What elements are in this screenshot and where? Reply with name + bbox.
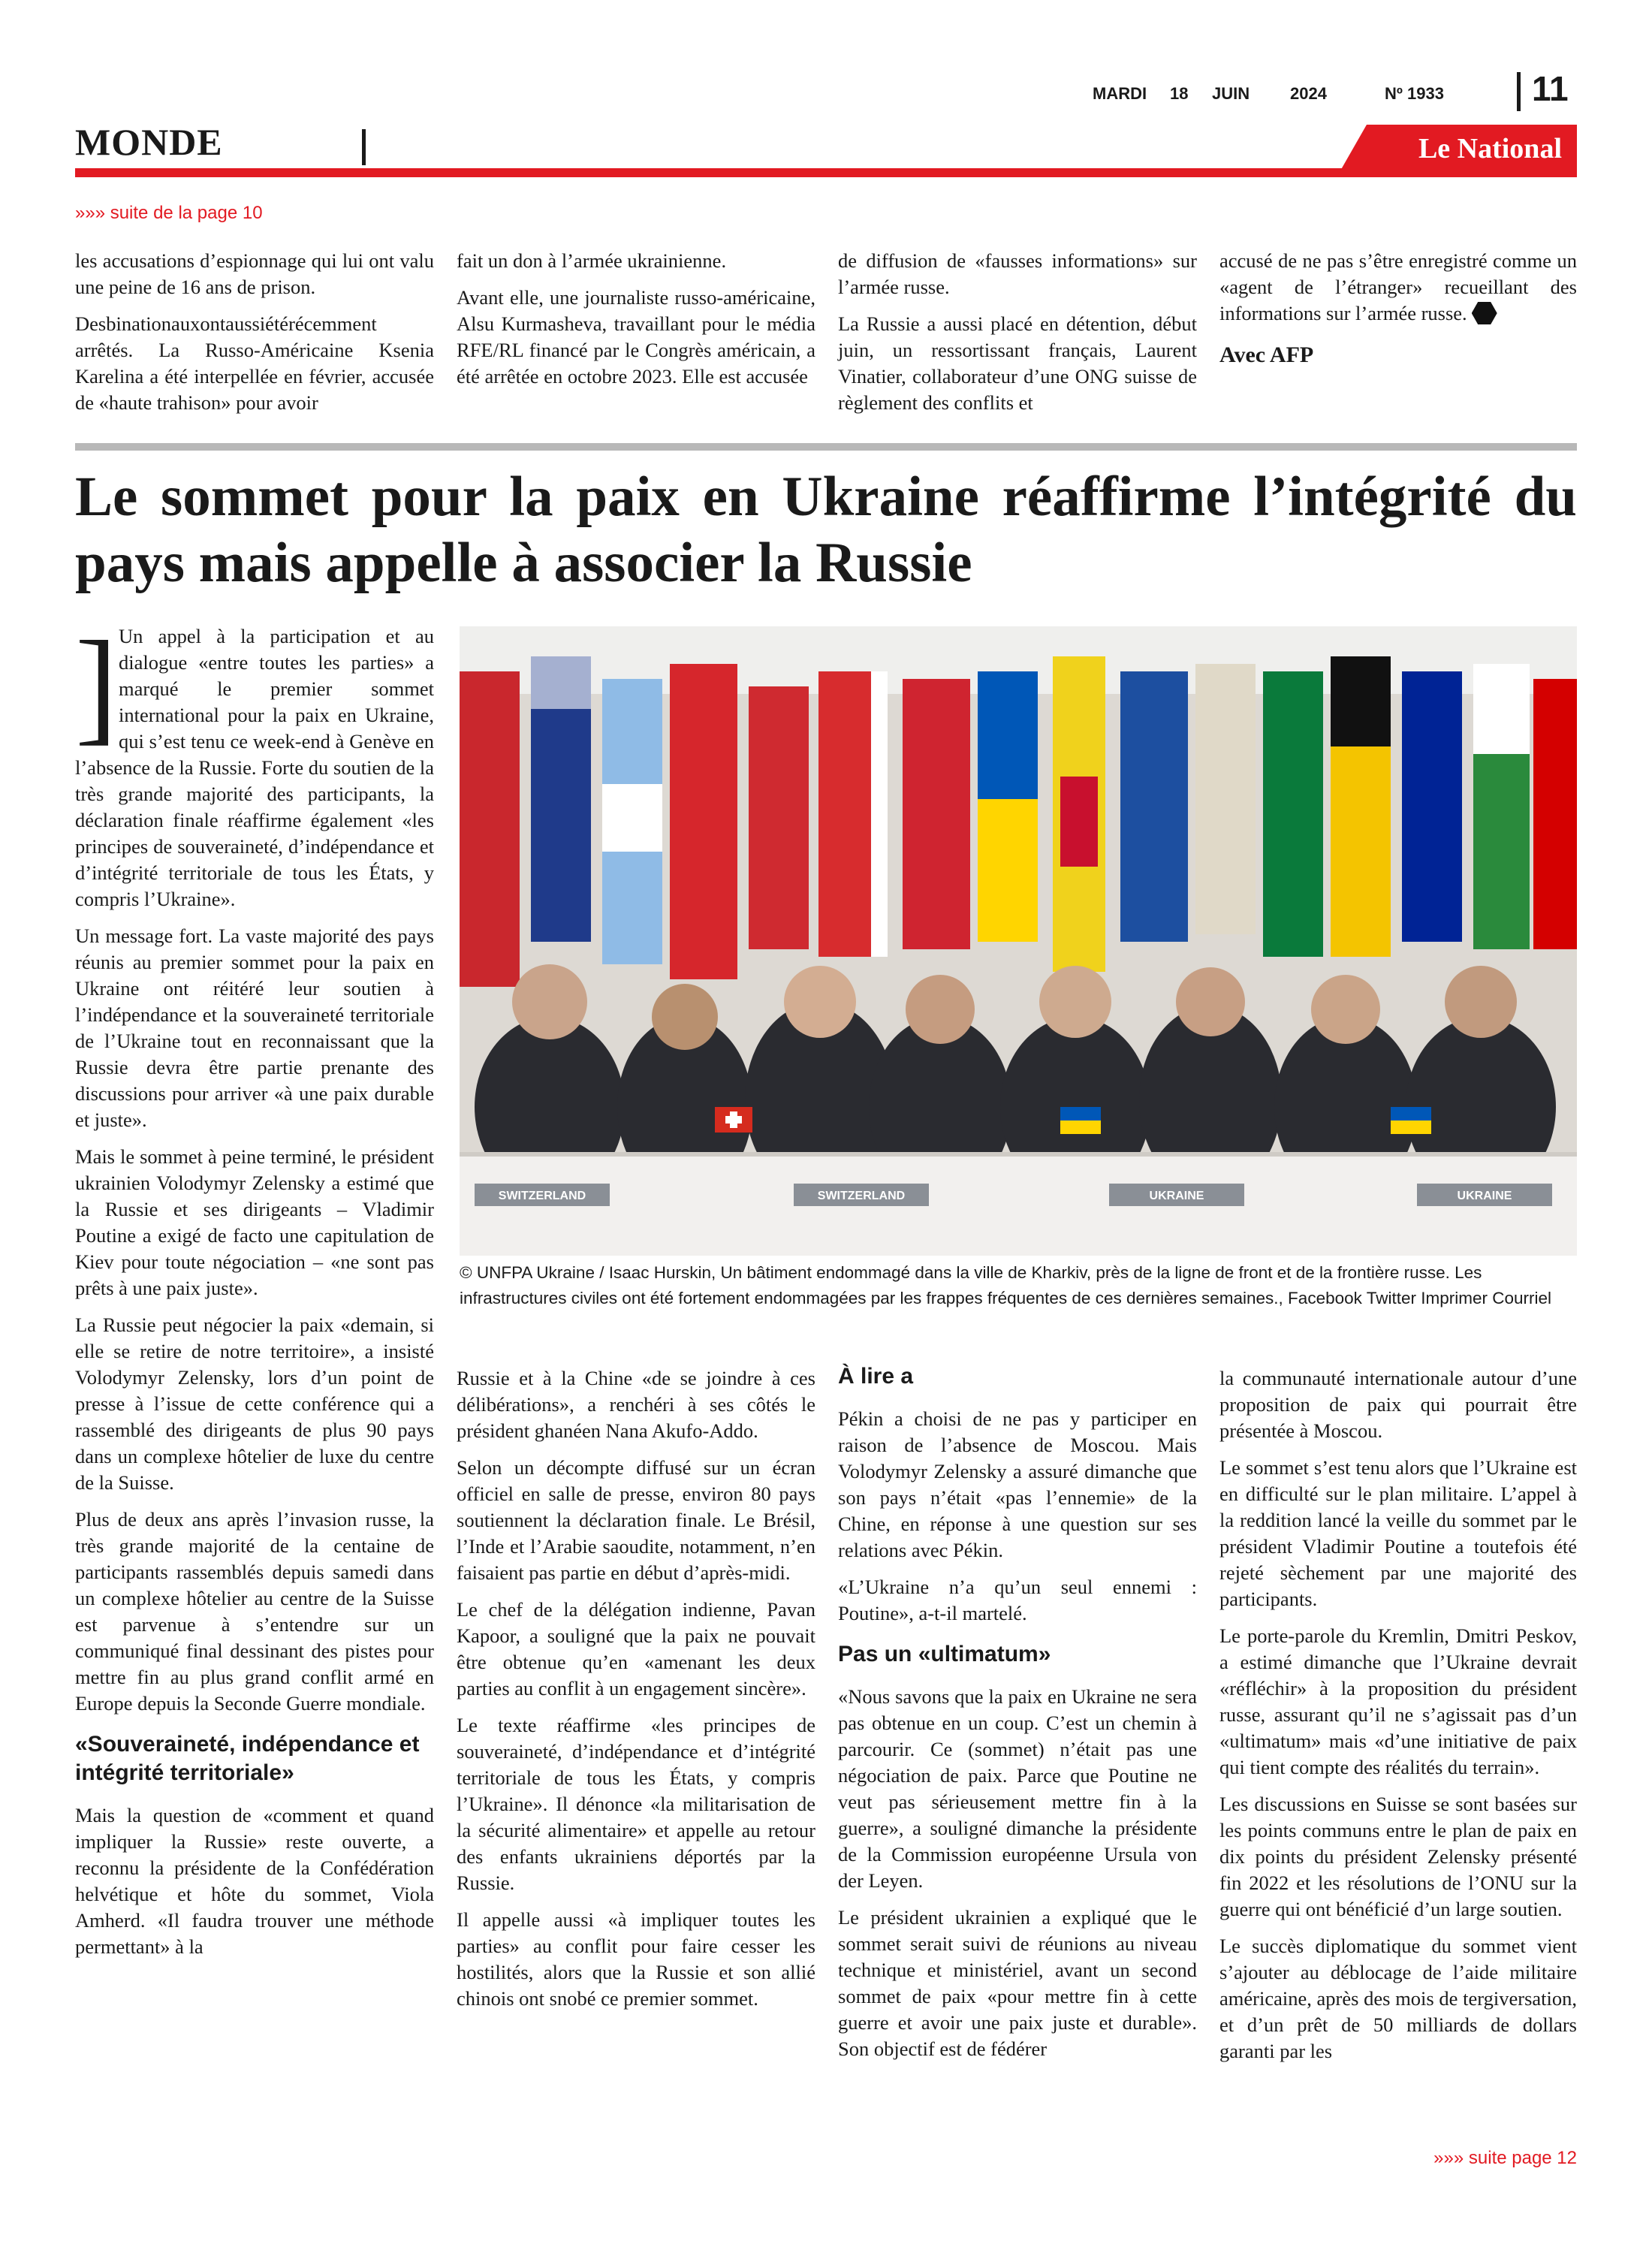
paragraph: Russie et à la Chine «de se joindre à ces délibérations», a renchéri à ses côtés le président ghanéen Nana Akufo-Addo. [457,1367,815,1442]
paragraph: les accusations d’espionnage qui lui ont valu une peine de 16 ans de prison. [75,249,434,298]
header-issue-number: Nº 1933 [1385,84,1444,103]
paragraph [1219,248,1577,327]
flag-row [460,656,1577,987]
page-number-divider [1517,72,1521,111]
paragraph: Les discussions en Suisse se sont basées sur les points communs entre le plan de paix en dix points du président Zelensky présenté fin 2022 et les résolutions de l’ONU sur la guerre qui ont bénéficié d’un large soutien. [1219,1793,1577,1920]
placard-label: UKRAINE [1457,1190,1512,1202]
paragraph: Le porte-parole du Kremlin, Dmitri Peskov, a estimé dimanche que l’Ukraine devrait «réfléchir» à la proposition du président russe, assurant qu’il ne s’agissait pas d’un «ultimatum» mais «d’une initiative de paix qui tient compte des réalités du terrain». [1219,1624,1577,1778]
desk-flag-ukraine [1060,1107,1101,1120]
photo-caption: © UNFPA Ukraine / Isaac Hurskin, Un bâtiment endommagé dans la ville de Kharkiv, près de la ligne de front et de la frontière russe. Les infrastructures civiles ont été fortement endommagées par les frappes fréquentes de ces dernières semaines., Facebook Twitter Imprimer Courriel [460,1263,1551,1307]
paragraph: «L’Ukraine n’a qu’un seul ennemi : Poutine», a-t-il martelé. [838,1576,1197,1624]
subheading: Pas un «ultimatum» [838,1642,1051,1666]
placard-label: SWITZERLAND [817,1190,906,1202]
paragraph: Desbinationauxontaussiétérécemment arrêtés. La Russo-Américaine Ksenia Karelina a été interpellée en février, accusée de «haute trahison» pour avoir [75,312,434,414]
paragraph: Pékin a choisi de ne pas y participer en raison de l’absence de Moscou. Mais Volodymyr Zelensky a assuré dimanche que son pays n’était «pas l’ennemie» de la Chine, en réponse à une question sur ses relations avec Pékin. [838,1407,1197,1561]
top-article-column-2 [457,248,815,400]
brand-name: Le National [1418,133,1562,164]
paragraph-text: accusé de ne pas s’être enregistré comme un «agent de l’étranger» recueillant des informations sur l’armée russe. [1219,249,1577,324]
section-title: MONDE [75,121,223,163]
desk-flag-ukraine [1391,1107,1431,1120]
summit-photo-illustration [460,626,1577,1256]
main-article-column-2 [457,1365,815,2022]
top-article-column-4 [1219,248,1577,368]
article-headline: Le sommet pour la paix en Ukraine réaffirme l’intégrité du pays mais appelle à associer la Russie [75,466,1577,594]
page-number: 11 [1532,69,1569,108]
continued-from-link[interactable]: »»» suite de la page 10 [75,203,263,223]
lead-paragraph [75,615,434,912]
paragraph: La Russie peut négocier la paix «demain, si elle se retire de notre territoire», a insisté Volodymyr Zelensky, lors d’un point de presse à l’issue de cette conférence qui a rassemblé des dirigeants de plus 90 pays dans un complexe hôtelier de luxe du centre de la Suisse. [75,1313,434,1494]
header-year: 2024 [1290,84,1327,103]
paragraph: Mais le sommet à peine terminé, le président ukrainien Volodymyr Zelensky a estimé que la Russie et ses dirigeants – Vladimir Poutine a exigé de facto une capitulation de Kiev pour toute négociation – «ne sont pas prêts à une paix juste». [75,1145,434,1299]
paragraph: Mais la question de «comment et quand impliquer la Russie» reste ouverte, a reconnu la présidente de la Confédération helvétique et hôte du sommet, Viola Amherd. «Il faudra trouver une méthode permettant» à la [75,1804,434,1958]
paragraph: Plus de deux ans après l’invasion russe, la très grande majorité de la centaine de participants rassemblés depuis samedi dans un complexe hôtelier au centre de la Suisse est parvenue à s’entendre sur un communiqué final dessinant des pistes pour mettre fin au plus grand conflit armé en Europe depuis la Seconde Guerre mondiale. [75,1508,434,1715]
paragraph: la communauté internationale autour d’une proposition de paix qui pourrait être présentée à Moscou. [1219,1367,1577,1442]
paragraph: La Russie a aussi placé en détention, début juin, un ressortissant français, Laurent Vinatier, collaborateur d’une ONG suisse de règlement des conflits et [838,312,1197,414]
paragraph: Selon un décompte diffusé sur un écran officiel en salle de presse, environ 80 pays soutiennent la déclaration finale. Le Brésil, l’Inde et l’Arabie saoudite, notamment, n’en faisaient pas partie en début d’après-midi. [457,1456,815,1584]
paragraph-text: Un appel à la participation et au dialogue «entre toutes les parties» a marqué le premier sommet international pour la paix en Ukraine, qui s’est tenu ce week-end à Genève en l’absence de la Russie. Forte du soutien de la très grande majorité des participants, la déclaration finale réaffirme également «les principes de souveraineté, d’indépendance et d’intégrité territoriale de tous les États, y compris l’Ukraine». [75,625,434,910]
article-photo [460,626,1577,1256]
continued-to-link[interactable]: »»» suite page 12 [1433,2148,1577,2168]
subheading: «Souveraineté, indépendance et intégrité territoriale» [75,1732,420,1785]
drop-cap-space [75,623,119,736]
article-separator [75,443,1577,451]
top-article-column-1 [75,248,434,427]
paragraph: «Nous savons que la paix en Ukraine ne sera pas obtenue en un coup. C’est un chemin à parcourir. Ce (sommet) n’était pas une négociation de paix. Parce que Poutine ne veut pas sérieusement mettre fin à la guerre», a souligné dimanche la présidente de la Commission européenne Ursula von der Leyen. [838,1685,1197,1892]
paragraph: de diffusion de «fausses informations» sur l’armée russe. [838,249,1197,298]
paragraph: Le président ukrainien a expliqué que le sommet serait suivi de réunions au niveau technique et ministériel, avant un second sommet de paix «pour mettre fin à cette guerre et avoir une paix juste et durable». Son objectif est de fédérer [838,1906,1197,2060]
paragraph: Le sommet s’est tenu alors que l’Ukraine est en difficulté sur le plan militaire. L’appel à la reddition lancé la veille du sommet par le président Vladimir Poutine a toutefois été rejeté sèchement par une majorité des participants. [1219,1456,1577,1610]
subheading: À lire a [838,1364,914,1389]
section-divider [362,129,366,165]
article-signature: Avec AFP [1219,342,1314,367]
top-article-column-3 [838,248,1197,427]
placard-label: UKRAINE [1149,1190,1204,1202]
paragraph: Le succès diplomatique du sommet vient s’ajouter au déblocage de l’aide militaire américaine, après des mois de tergiversation, et d’un prêt de 50 milliards de dollars garanti par les [1219,1935,1577,2062]
header-date-number: 18 [1170,84,1189,103]
paragraph: fait un don à l’armée ukrainienne. [457,249,727,272]
drop-cap: ] [75,615,118,756]
header-month: JUIN [1212,84,1250,103]
main-article-column-1 [75,615,434,1971]
end-of-article-icon [1472,302,1497,324]
paragraph: Avant elle, une journaliste russo-américaine, Alsu Kurmasheva, travaillant pour le média RFE/RL financé par le Congrès américain, a été arrêtée en octobre 2023. Elle est accusée [457,286,815,388]
paragraph: Le texte réaffirme «les principes de souveraineté, d’indépendance et d’intégrité territoriale de tous les États, y compris l’Ukraine». Il dénonce «la militarisation de la sécurité alimentaire» et appelle au retour des enfants ukrainiens déportés par la Russie. [457,1714,815,1894]
placard-label: SWITZERLAND [498,1190,586,1202]
header-day: MARDI [1093,84,1147,103]
main-article-column-4 [1219,1365,1577,2075]
main-article-column-3 [838,1359,1197,2073]
paragraph: Un message fort. La vaste majorité des pays réunis au premier sommet pour la paix en Ukraine ont réitéré leur soutien à l’indépendance et la souveraineté territoriale de l’Ukraine tout en reconnaissant que la Russie devra être partie prenante des discussions pour arriver «à une paix durable et juste». [75,924,434,1131]
paragraph: Le chef de la délégation indienne, Pavan Kapoor, a souligné que la paix ne pouvait être obtenue qu’en «amenant les deux parties au conflit à un engagement sincère». [457,1598,815,1700]
paragraph: Il appelle aussi «à impliquer toutes les parties» au conflit pour faire cesser les hostilités, alors que la Russie et son allié chinois ont snobé ce premier sommet. [457,1908,815,2010]
